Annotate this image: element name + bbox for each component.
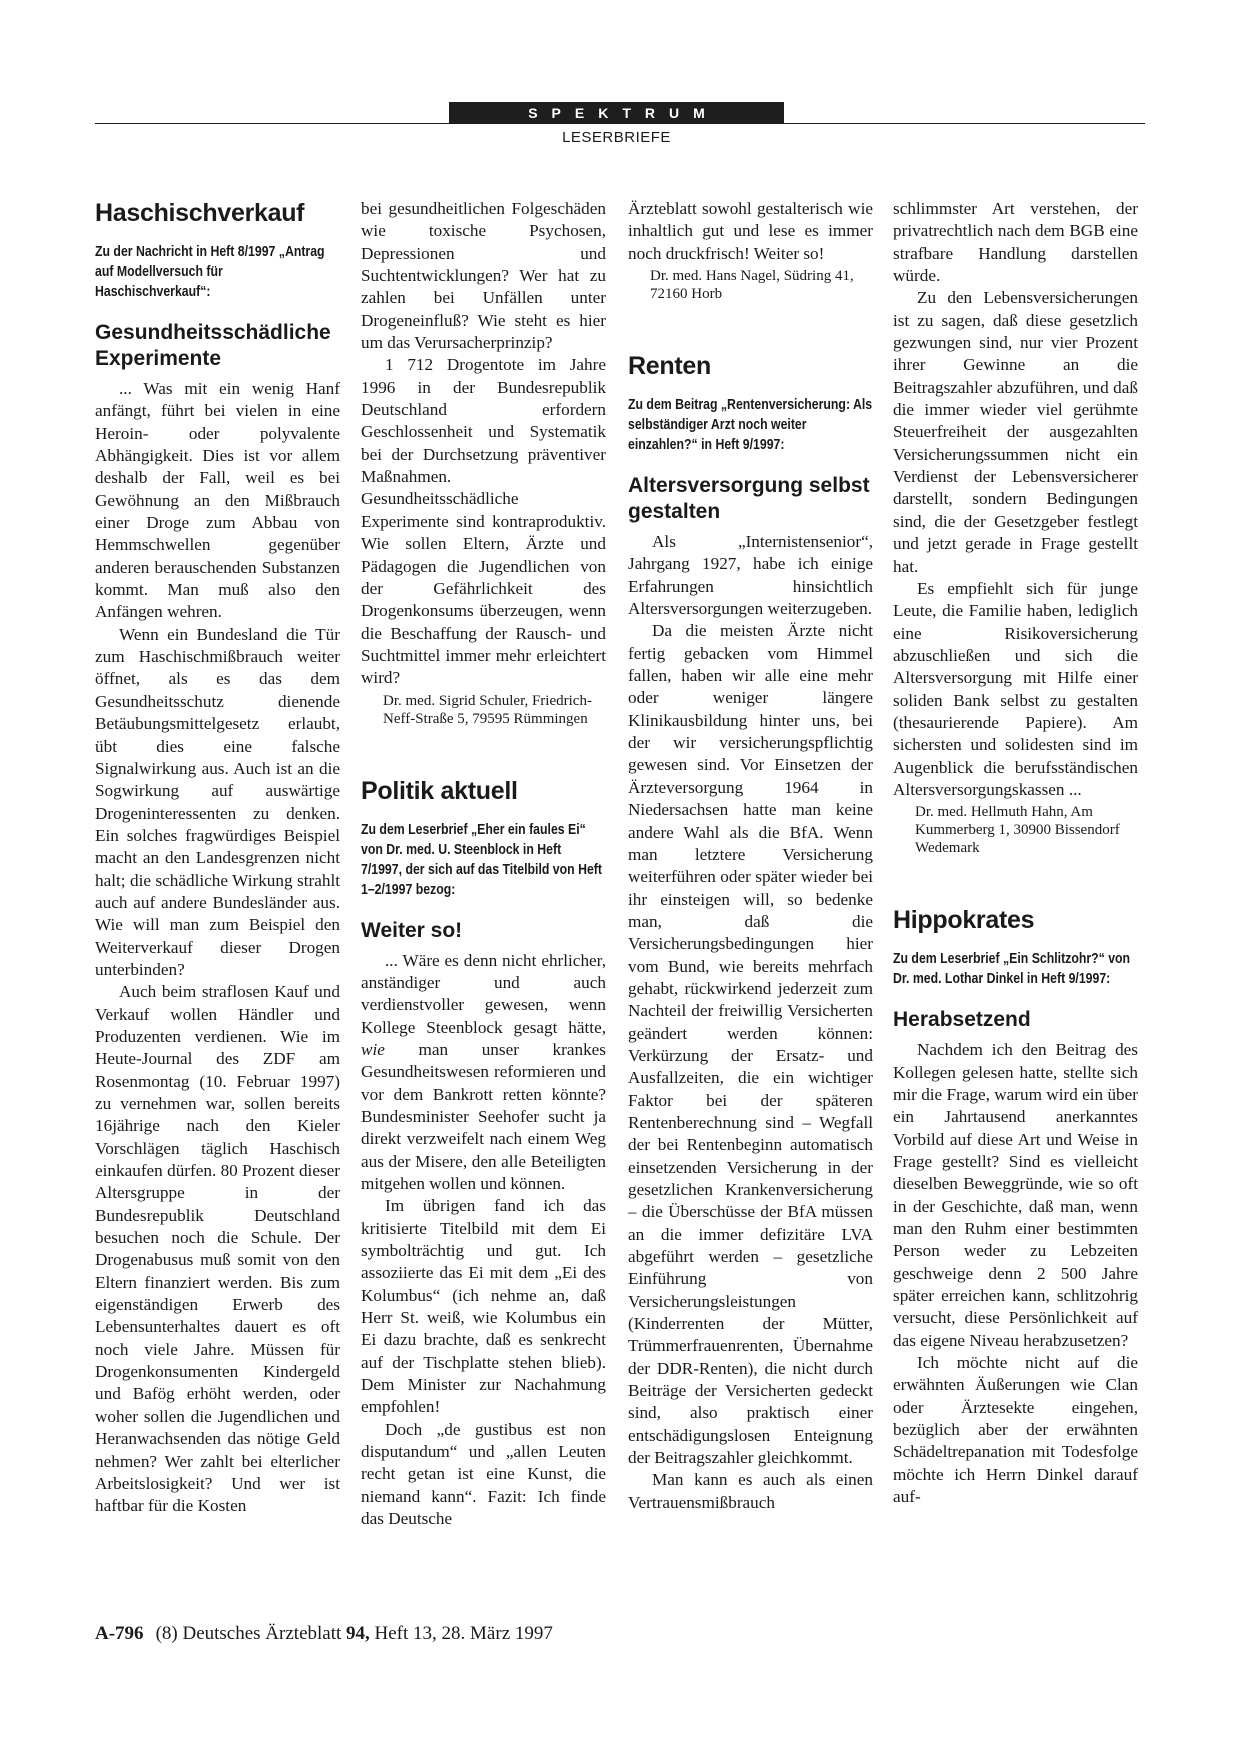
topic-heading: Renten xyxy=(628,352,711,381)
page-footer xyxy=(95,1623,553,1645)
letter-paragraph: bei gesundheitlichen Folgeschäden wie toxische Psychosen, Depressionen und Suchtentwicklungen? Wer hat zu zahlen bei Unfällen unter Drogeneinfluß? Wie steht es hier um das Verursacherprinzip? xyxy=(361,199,606,353)
letter-paragraph: Ich möchte nicht auf die erwähnten Äußerungen wie Clan oder Ärztesekte eingehen, bezüglich aber der erwähnten Schädeltrepanation mit Todesfolge möchte ich Herrn Dinkel darauf auf- xyxy=(893,1353,1138,1507)
column-2 xyxy=(361,198,606,1531)
letter-paragraph: Als „Internistensenior“, Jahrgang 1927, habe ich einige Erfahrungen hinsichtlich Altersversorgungen weiterzugeben. xyxy=(628,532,873,619)
letter-reference: Zu dem Leserbrief „Eher ein faules Ei“ von Dr. med. U. Steenblock in Heft 7/1997, der sich auf das Titelbild von Heft 1–2/1997 bezog: xyxy=(361,821,602,898)
letter-paragraph: ... Wäre es denn nicht ehrlicher, anständiger und auch verdienstvoller gewesen, wenn Kollege Steenblock gesagt hätte, wie man unser krankes Gesundheitswesen reformieren und vor dem Bankrott retten könnte? Bundesminister Seehofer sucht ja direkt verzweifelt nach einem Weg aus der Misere, den alle Beteiligten mitgehen wollen und können. xyxy=(361,950,606,1193)
letter-paragraph: Wenn ein Bundesland die Tür zum Haschischmißbrauch weiter öffnet, als es das dem Gesundheitsschutz dienende Betäubungsmittelgesetz erlaubt, übt dies eine falsche Signalwirkung aus. Auch ist an die Sogwirkung auf auswärtige Drogeninteressenten zu denken. Ein solches fragwürdiges Beispiel macht an den Landesgrenzen nicht halt; die schädliche Wirkung strahlt auch auf andere Bundesländer aus. Wie will man zum Beispiel den Weiterverkauf dieser Drogen unterbinden? xyxy=(95,624,340,979)
letter-paragraph: Ärzteblatt sowohl gestalterisch wie inhaltlich gut und lese es immer noch druckfrisch! Weiter so! xyxy=(628,199,873,263)
letter-headline: Herabsetzend xyxy=(893,1008,1031,1032)
topic-heading: Haschischverkauf xyxy=(95,199,305,227)
publication-info: (8) Deutsches Ärzteblatt xyxy=(155,1623,347,1644)
letter-paragraph: Zu den Lebensversicherungen ist zu sagen, daß diese gesetzlich gezwungen sind, nur vier Prozent ihrer Gewinne an die Beitragszahler abzuführen, und daß die immer wieder viel gerühmte Steuerfreiheit der ausgezahlten Versicherungssummen nicht ein Verdienst der Lebensversicherer darstellt, sondern Bedingungen sind, die der Gesetzgeber festlegt und jetzt gerade in Frage gestellt hat. xyxy=(893,288,1138,576)
letter-paragraph: 1 712 Drogentote im Jahre 1996 in der Bundesrepublik Deutschland erfordern Geschlossenheit und Systematik bei der Durchsetzung präventiver Maßnahmen. Gesundheitsschädliche Experimente sind kontraproduktiv. Wie sollen Eltern, Ärzte und Pädagogen die Jugendlichen von der Gefährlichkeit des Drogenkonsums überzeugen, wenn die Beschaffung der Rausch- und Suchtmittel immer mehr erleichtert wird? xyxy=(361,355,606,688)
subsection-label: LESERBRIEFE xyxy=(562,129,671,146)
column-1 xyxy=(95,198,340,1518)
author-signature: Dr. med. Hellmuth Hahn, Am Kummerberg 1, 30900 Bissendorf Wedemark xyxy=(915,804,1120,857)
letter-headline: Weiter so! xyxy=(361,918,463,942)
letter-paragraph: schlimmster Art verstehen, der privatrechtlich nach dem BGB eine strafbare Handlung darstellen würde. xyxy=(893,199,1138,286)
letter-paragraph: Auch beim straflosen Kauf und Verkauf wollen Händler und Produzenten verdienen. Wie im Heute-Journal des ZDF am Rosenmontag (10. Februar 1997) zu vernehmen war, sollen bereits 16jährige nach den Kieler Vorschlägen täglich Haschisch einkaufen dürfen. 80 Prozent dieser Altersgruppe in der Bundesrepublik Deutschland besuchen noch die Schule. Der Drogenabusus muß somit von den Eltern finanziert werden. Bis zum eigenständigen Erwerb des Lebensunterhaltes dauert es oft noch viele Jahre. Müssen für Drogenkonsumenten Kindergeld und Bafög erhöht werden, oder woher sollen die Jugendlichen und Heranwachsenden das nötige Geld nehmen? Wer zahlt bei elterlicher Arbeitslosigkeit? Und wer ist haftbar für die Kosten xyxy=(95,982,340,1516)
topic-heading: Politik aktuell xyxy=(361,776,518,805)
issue-date: Heft 13, 28. März 1997 xyxy=(369,1623,553,1644)
section-title: SPEKTRUM xyxy=(528,105,719,121)
letter-paragraph: Da die meisten Ärzte nicht fertig gebacken vom Himmel fallen, haben wir alle eine mehr oder weniger längere Klinikausbildung hinter uns, bei der wir versicherungspflichtig gewesen sind. Vor Einsetzen der Ärzteversorgung 1964 in Niedersachsen hatte man keine andere Wahl als die BfA. Wenn man letztere Versicherung weiterführen oder später wieder bei ihr einsteigen will, so bedenke man, daß die Versicherungsbedingungen hier vom Bund, wie bereits mehrfach gehabt, rückwirkend jederzeit zum Nachteil der freiwillig Versicherten geändert werden können: Verkürzung der Ersatz- und Ausfallzeiten, die ein wichtiger Faktor bei der späteren Rentenberechnung sind – Wegfall der bei Rentenbeginn automatisch einsetzenden Versicherung in der gesetzlichen Krankenversicherung – die Überschüsse der BfA müssen an die immer defizitäre LVA abgeführt werden – gesetzliche Einführung von Versicherungsleistungen (Kinderrenten der Mütter, Trümmerfrauenrenten, Übernahme der DDR-Renten), die nicht durch Beiträge der Versicherten gedeckt sind, also praktisch einer entschädigungslosen Enteignung der Beitragszahler gleichkommt. xyxy=(628,621,873,1468)
topic-heading: Hippokrates xyxy=(893,906,1035,935)
letter-paragraph: Doch „de gustibus est non disputandum“ und „allen Leuten recht getan ist eine Kunst, die niemand kann“. Fazit: Ich finde das Deutsche xyxy=(361,1419,606,1529)
author-signature: Dr. med. Sigrid Schuler, Friedrich-Neff-Straße 5, 79595 Rümmingen xyxy=(383,692,592,727)
volume-number: 94, xyxy=(346,1623,370,1644)
letter-headline: Altersversorgung selbst gestalten xyxy=(628,474,870,524)
letter-headline: Gesundheitsschädliche Experimente xyxy=(95,321,331,370)
letter-paragraph: Im übrigen fand ich das kritisierte Titelbild mit dem Ei symbolträchtig und gut. Ich assoziierte das Ei mit dem „Ei des Kolumbus“ (ich nehme an, daß Herr St. weiß, wie Kolumbus ein Ei dazu brachte, daß es senkrecht auf der Tischplatte stehen blieb). Dem Minister zur Nachahmung empfohlen! xyxy=(361,1196,606,1417)
section-header-bar xyxy=(449,102,784,124)
column-3 xyxy=(628,198,873,1514)
author-signature: Dr. med. Hans Nagel, Südring 41, 72160 Horb xyxy=(650,268,854,303)
letter-paragraph: Es empfiehlt sich für junge Leute, die Familie haben, lediglich eine Risikoversicherung abzuschließen und sich die Altersversorgung mit Hilfe einer soliden Bank selbst zu gestalten (thesaurierende Papiere). Am sichersten und solidesten sind im Augenblick die berufsständischen Altersversorgungskassen ... xyxy=(893,578,1138,799)
header-rule xyxy=(95,123,1145,124)
letter-paragraph: Man kann es auch als einen Vertrauensmißbrauch xyxy=(628,1470,873,1512)
letter-paragraph: Nachdem ich den Beitrag des Kollegen gelesen hatte, stellte sich mir die Frage, warum wird ein über ein Jahrtausend anerkanntes Vorbild auf diese Art und Weise in Frage gestellt? Sind es vielleicht dieselben Beweggründe, wie so oft in der Geschichte, daß man, wenn man den Ruhm einer bestimmten Person weder zu Lebzeiten geschweige denn 2 500 Jahre später erreichen kann, schlitzohrig versucht, diese Persönlichkeit auf das eigene Niveau herabzusetzen? xyxy=(893,1040,1138,1350)
letter-reference: Zu dem Beitrag „Rentenversicherung: Als selbständiger Arzt noch weiter einzahlen?“ in Heft 9/1997: xyxy=(628,397,873,454)
letter-reference: Zu dem Leserbrief „Ein Schlitzohr?“ von Dr. med. Lothar Dinkel in Heft 9/1997: xyxy=(893,951,1131,988)
column-4 xyxy=(893,198,1138,1509)
letter-reference: Zu der Nachricht in Heft 8/1997 „Antrag auf Modellversuch für Haschischverkauf“: xyxy=(95,244,325,300)
letter-paragraph: ... Was mit ein wenig Hanf anfängt, führt bei vielen in eine Heroin- oder polyvalente Abhängigkeit. Dies ist vor allem deshalb der Fall, weil es bei Gewöhnung an den Mißbrauch einer Droge zum Abbau von Hemmschwellen gegenüber anderen berauschenden Substanzen kommt. Man muß also den Anfängen wehren. xyxy=(95,379,340,622)
page-code: A-796 xyxy=(95,1623,144,1644)
